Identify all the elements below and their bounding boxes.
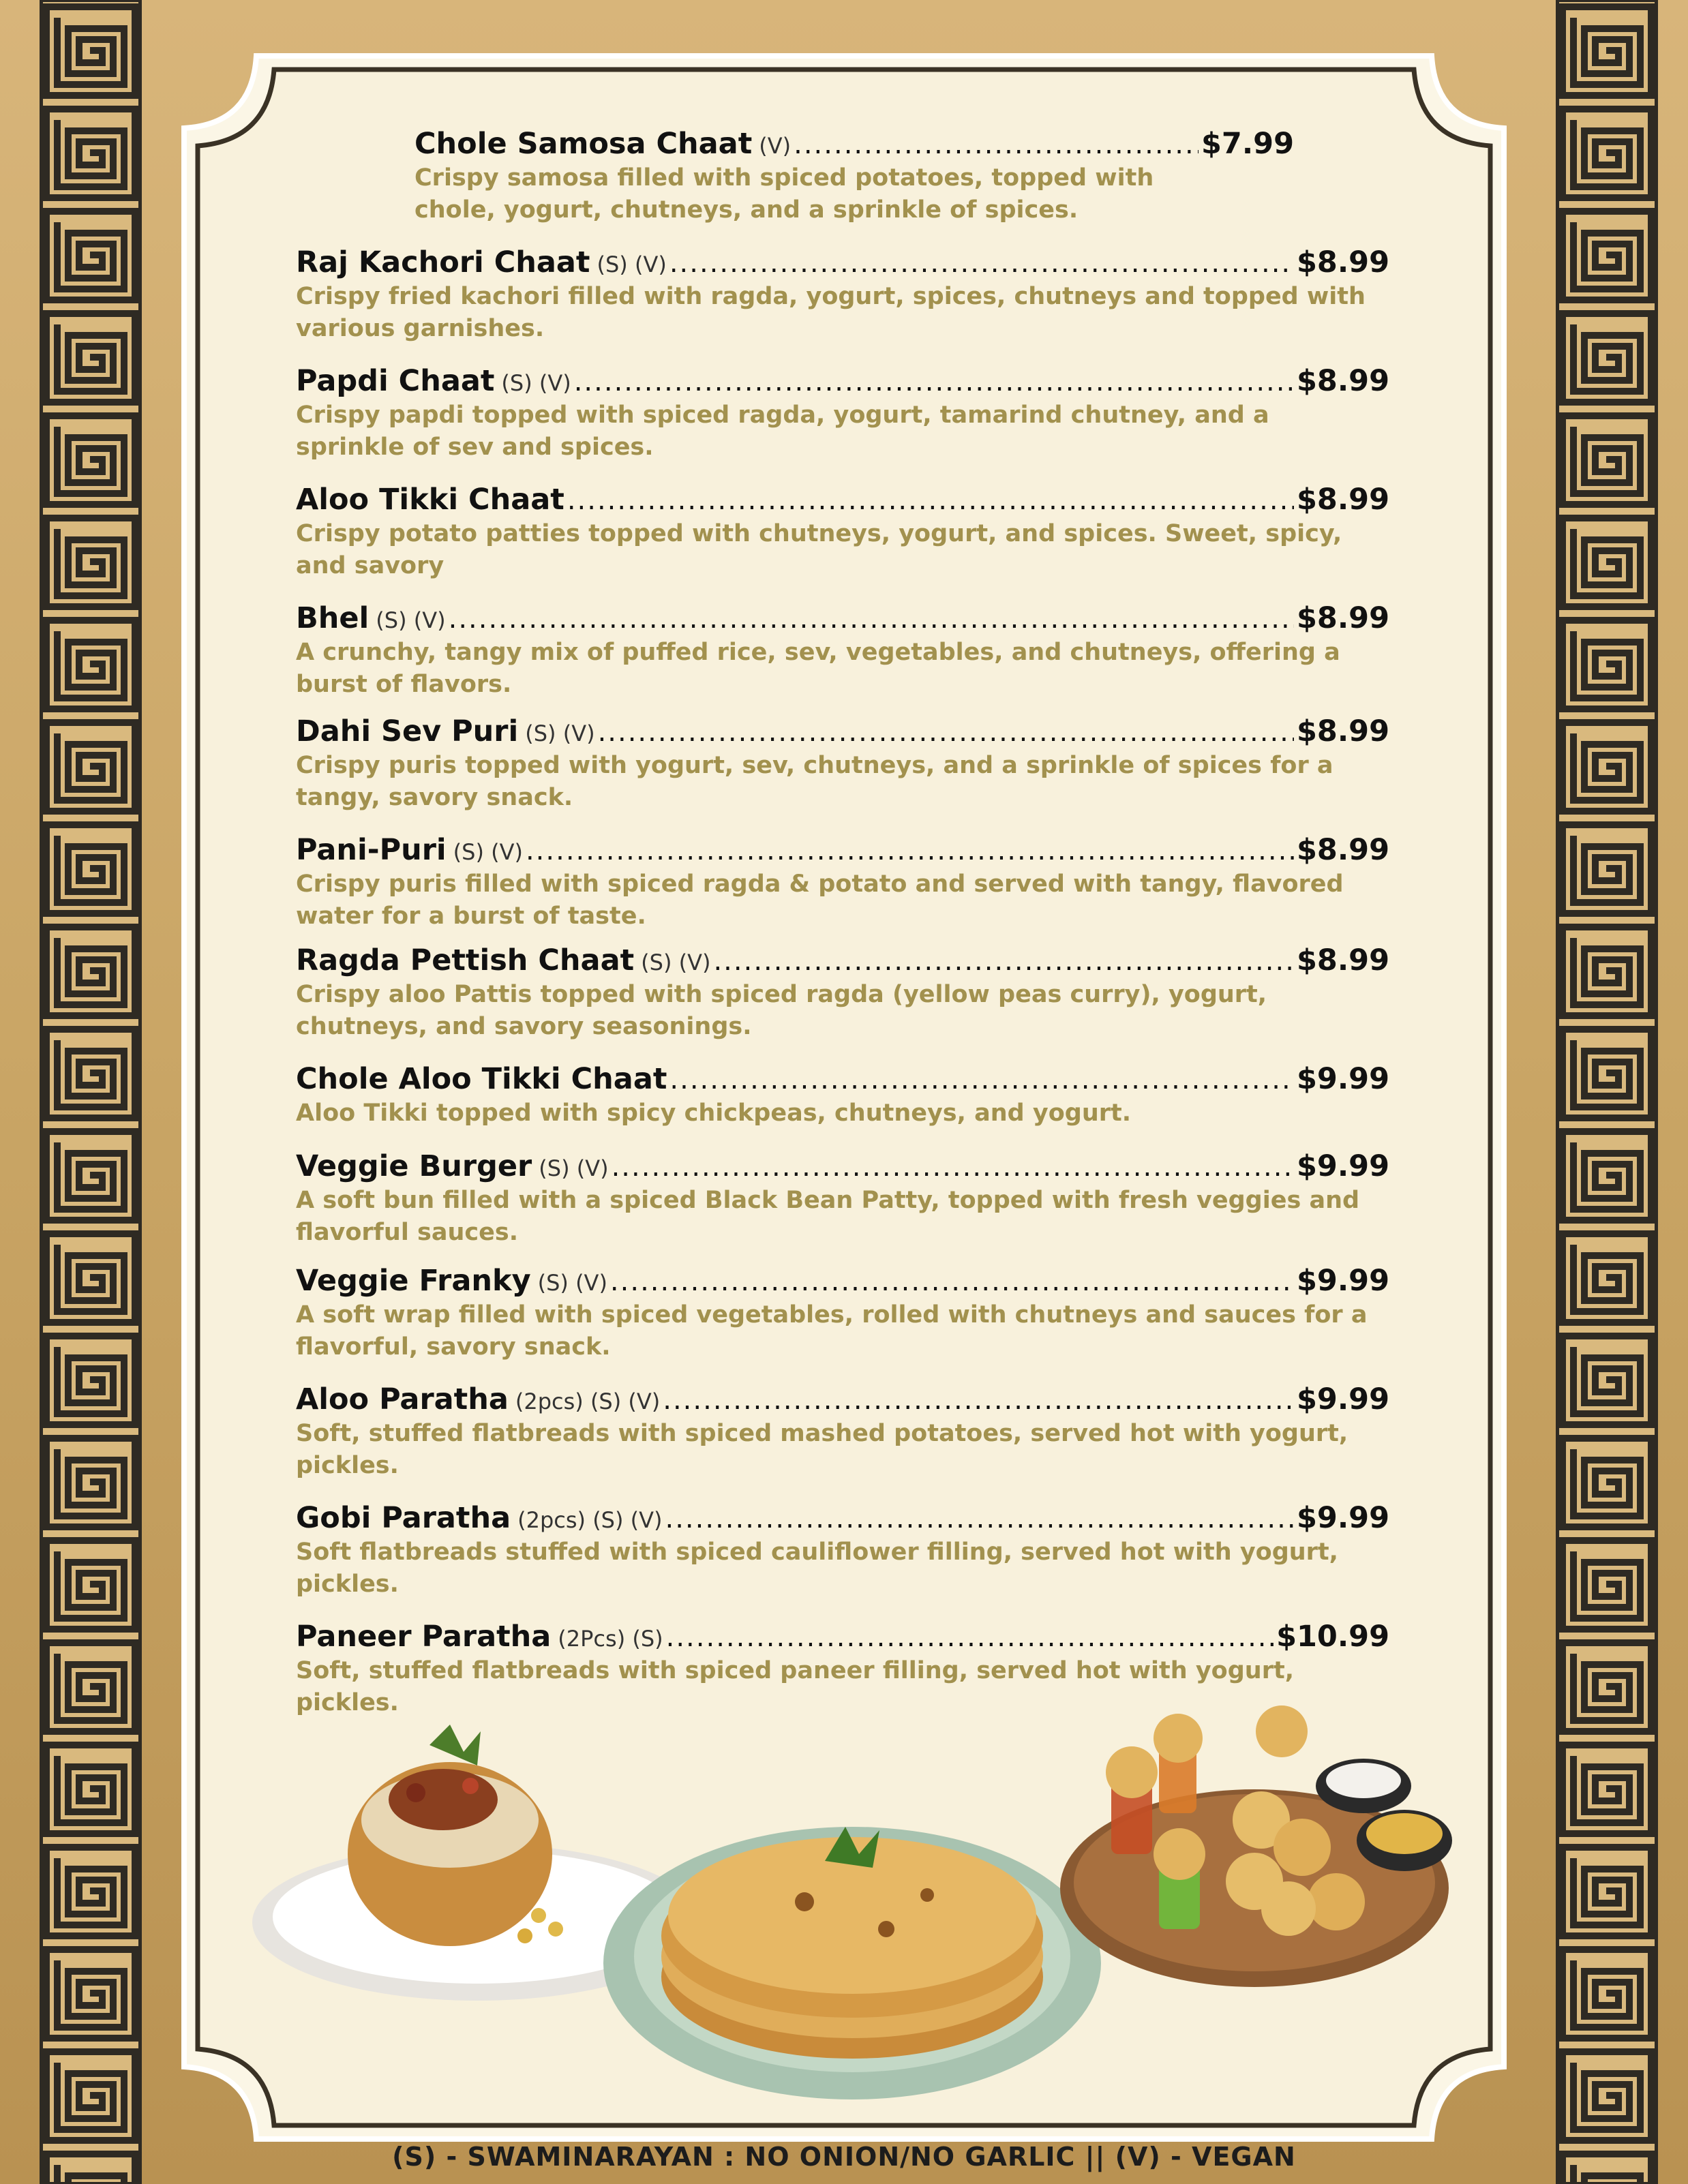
item-tags: (S) (V)	[537, 1270, 607, 1296]
item-tags: (S) (V)	[641, 950, 711, 975]
menu-item	[296, 714, 1389, 814]
paratha-plate-image	[600, 1752, 1104, 2109]
item-name: Papdi Chaat	[296, 364, 495, 398]
item-price: $8.99	[1296, 714, 1389, 748]
item-name: Chole Samosa Chaat	[415, 127, 753, 161]
dot-leader	[713, 945, 1294, 977]
item-price: $9.99	[1296, 1501, 1389, 1535]
dot-leader	[669, 1064, 1294, 1095]
dot-leader	[598, 716, 1294, 748]
item-price: $8.99	[1296, 483, 1389, 517]
item-tags: (S) (V)	[597, 252, 667, 277]
item-name: Paneer Paratha	[296, 1620, 552, 1654]
item-tags: (2Pcs) (S)	[558, 1626, 663, 1652]
item-description: Crispy puris filled with spiced ragda & potato and served with tangy, flavored water for a burst of taste.	[296, 870, 1344, 930]
left-greek-key-border	[40, 0, 142, 2184]
item-tags: (S) (V)	[501, 370, 571, 396]
item-name: Pani-Puri	[296, 833, 447, 867]
menu-item	[296, 1062, 1389, 1129]
item-name: Raj Kachori Chaat	[296, 245, 590, 279]
item-tags: (V)	[759, 133, 792, 159]
dot-leader	[665, 1503, 1294, 1534]
item-description: Crispy samosa filled with spiced potatoes, topped with chole, yogurt, chutneys, and a sprinkle of spices.	[415, 164, 1154, 224]
item-description: Crispy papdi topped with spiced ragda, yogurt, tamarind chutney, and a sprinkle of sev and spices.	[296, 401, 1269, 461]
dot-leader	[574, 366, 1294, 397]
menu-item	[296, 1501, 1389, 1601]
item-price: $9.99	[1296, 1382, 1389, 1416]
item-description: A crunchy, tangy mix of puffed rice, sev, vegetables, and chutneys, offering a burst of flavors.	[296, 639, 1340, 698]
dot-leader	[612, 1151, 1294, 1183]
item-price: $8.99	[1296, 943, 1389, 977]
right-greek-key-border	[1556, 0, 1658, 2184]
item-price: $10.99	[1276, 1620, 1389, 1654]
item-name: Bhel	[296, 601, 370, 635]
item-price: $8.99	[1296, 601, 1389, 635]
dot-leader	[567, 485, 1294, 516]
item-price: $8.99	[1296, 833, 1389, 867]
dot-leader	[526, 835, 1294, 866]
item-description: Aloo Tikki topped with spicy chickpeas, chutneys, and yogurt.	[296, 1099, 1132, 1127]
item-price: $8.99	[1296, 245, 1389, 279]
menu-item	[296, 943, 1389, 1043]
item-description: A soft wrap filled with spiced vegetables, rolled with chutneys and sauces for a flavorful, savory snack.	[296, 1301, 1368, 1361]
item-description: Crispy potato patties topped with chutneys, yogurt, and spices. Sweet, spicy, and savory	[296, 520, 1342, 579]
item-name: Veggie Franky	[296, 1264, 531, 1298]
item-tags: (S) (V)	[376, 607, 446, 633]
menu-item	[296, 601, 1389, 701]
dot-leader	[666, 1622, 1273, 1653]
dot-leader	[610, 1266, 1294, 1297]
item-description: Soft, stuffed flatbreads with spiced mashed potatoes, served hot with yogurt, pickles.	[296, 1420, 1348, 1479]
menu-item	[296, 1264, 1389, 1363]
item-tags: (S) (V)	[525, 721, 595, 746]
item-tags: (2pcs) (S) (V)	[515, 1389, 661, 1414]
item-description: Crispy fried kachori filled with ragda, yogurt, spices, chutneys and topped with various garnishes.	[296, 283, 1366, 342]
item-description: Crispy aloo Pattis topped with spiced ragda (yellow peas curry), yogurt, chutneys, and savory seasonings.	[296, 981, 1267, 1040]
menu-item	[296, 245, 1389, 345]
item-tags: (S) (V)	[453, 839, 523, 865]
menu-item	[296, 1149, 1389, 1249]
item-tags: (2pcs) (S) (V)	[517, 1507, 663, 1533]
item-name: Gobi Paratha	[296, 1501, 511, 1535]
menu-item	[296, 364, 1389, 464]
item-name: Veggie Burger	[296, 1149, 532, 1183]
menu-item	[296, 833, 1389, 932]
dietary-legend: (S) - SWAMINARAYAN : NO ONION/NO GARLIC || (V) - VEGAN	[392, 2142, 1296, 2172]
item-price: $9.99	[1296, 1062, 1389, 1096]
item-price: $9.99	[1296, 1264, 1389, 1298]
dot-leader	[669, 247, 1294, 279]
item-name: Aloo Tikki Chaat	[296, 483, 564, 517]
dot-leader	[794, 129, 1199, 160]
item-name: Aloo Paratha	[296, 1382, 509, 1416]
item-price: $9.99	[1296, 1149, 1389, 1183]
item-name: Ragda Pettish Chaat	[296, 943, 635, 977]
item-description: A soft bun filled with a spiced Black Bean Patty, topped with fresh veggies and flavorful sauces.	[296, 1187, 1360, 1246]
dot-leader	[449, 603, 1294, 635]
menu-item	[296, 127, 1389, 226]
pani-puri-board-image	[1057, 1704, 1452, 1993]
item-tags: (S) (V)	[539, 1155, 609, 1181]
item-name: Dahi Sev Puri	[296, 714, 519, 748]
item-name: Chole Aloo Tikki Chaat	[296, 1062, 667, 1096]
item-price: $8.99	[1296, 364, 1389, 398]
menu-item	[296, 483, 1389, 582]
dot-leader	[663, 1384, 1294, 1416]
item-description: Crispy puris topped with yogurt, sev, chutneys, and a sprinkle of spices for a tangy, savory snack.	[296, 752, 1333, 811]
item-description: Soft, stuffed flatbreads with spiced paneer filling, served hot with yogurt, pickles.	[296, 1657, 1294, 1716]
menu-item	[296, 1382, 1389, 1482]
item-price: $7.99	[1201, 127, 1294, 161]
item-description: Soft flatbreads stuffed with spiced cauliflower filling, served hot with yogurt, pickles.	[296, 1538, 1338, 1598]
